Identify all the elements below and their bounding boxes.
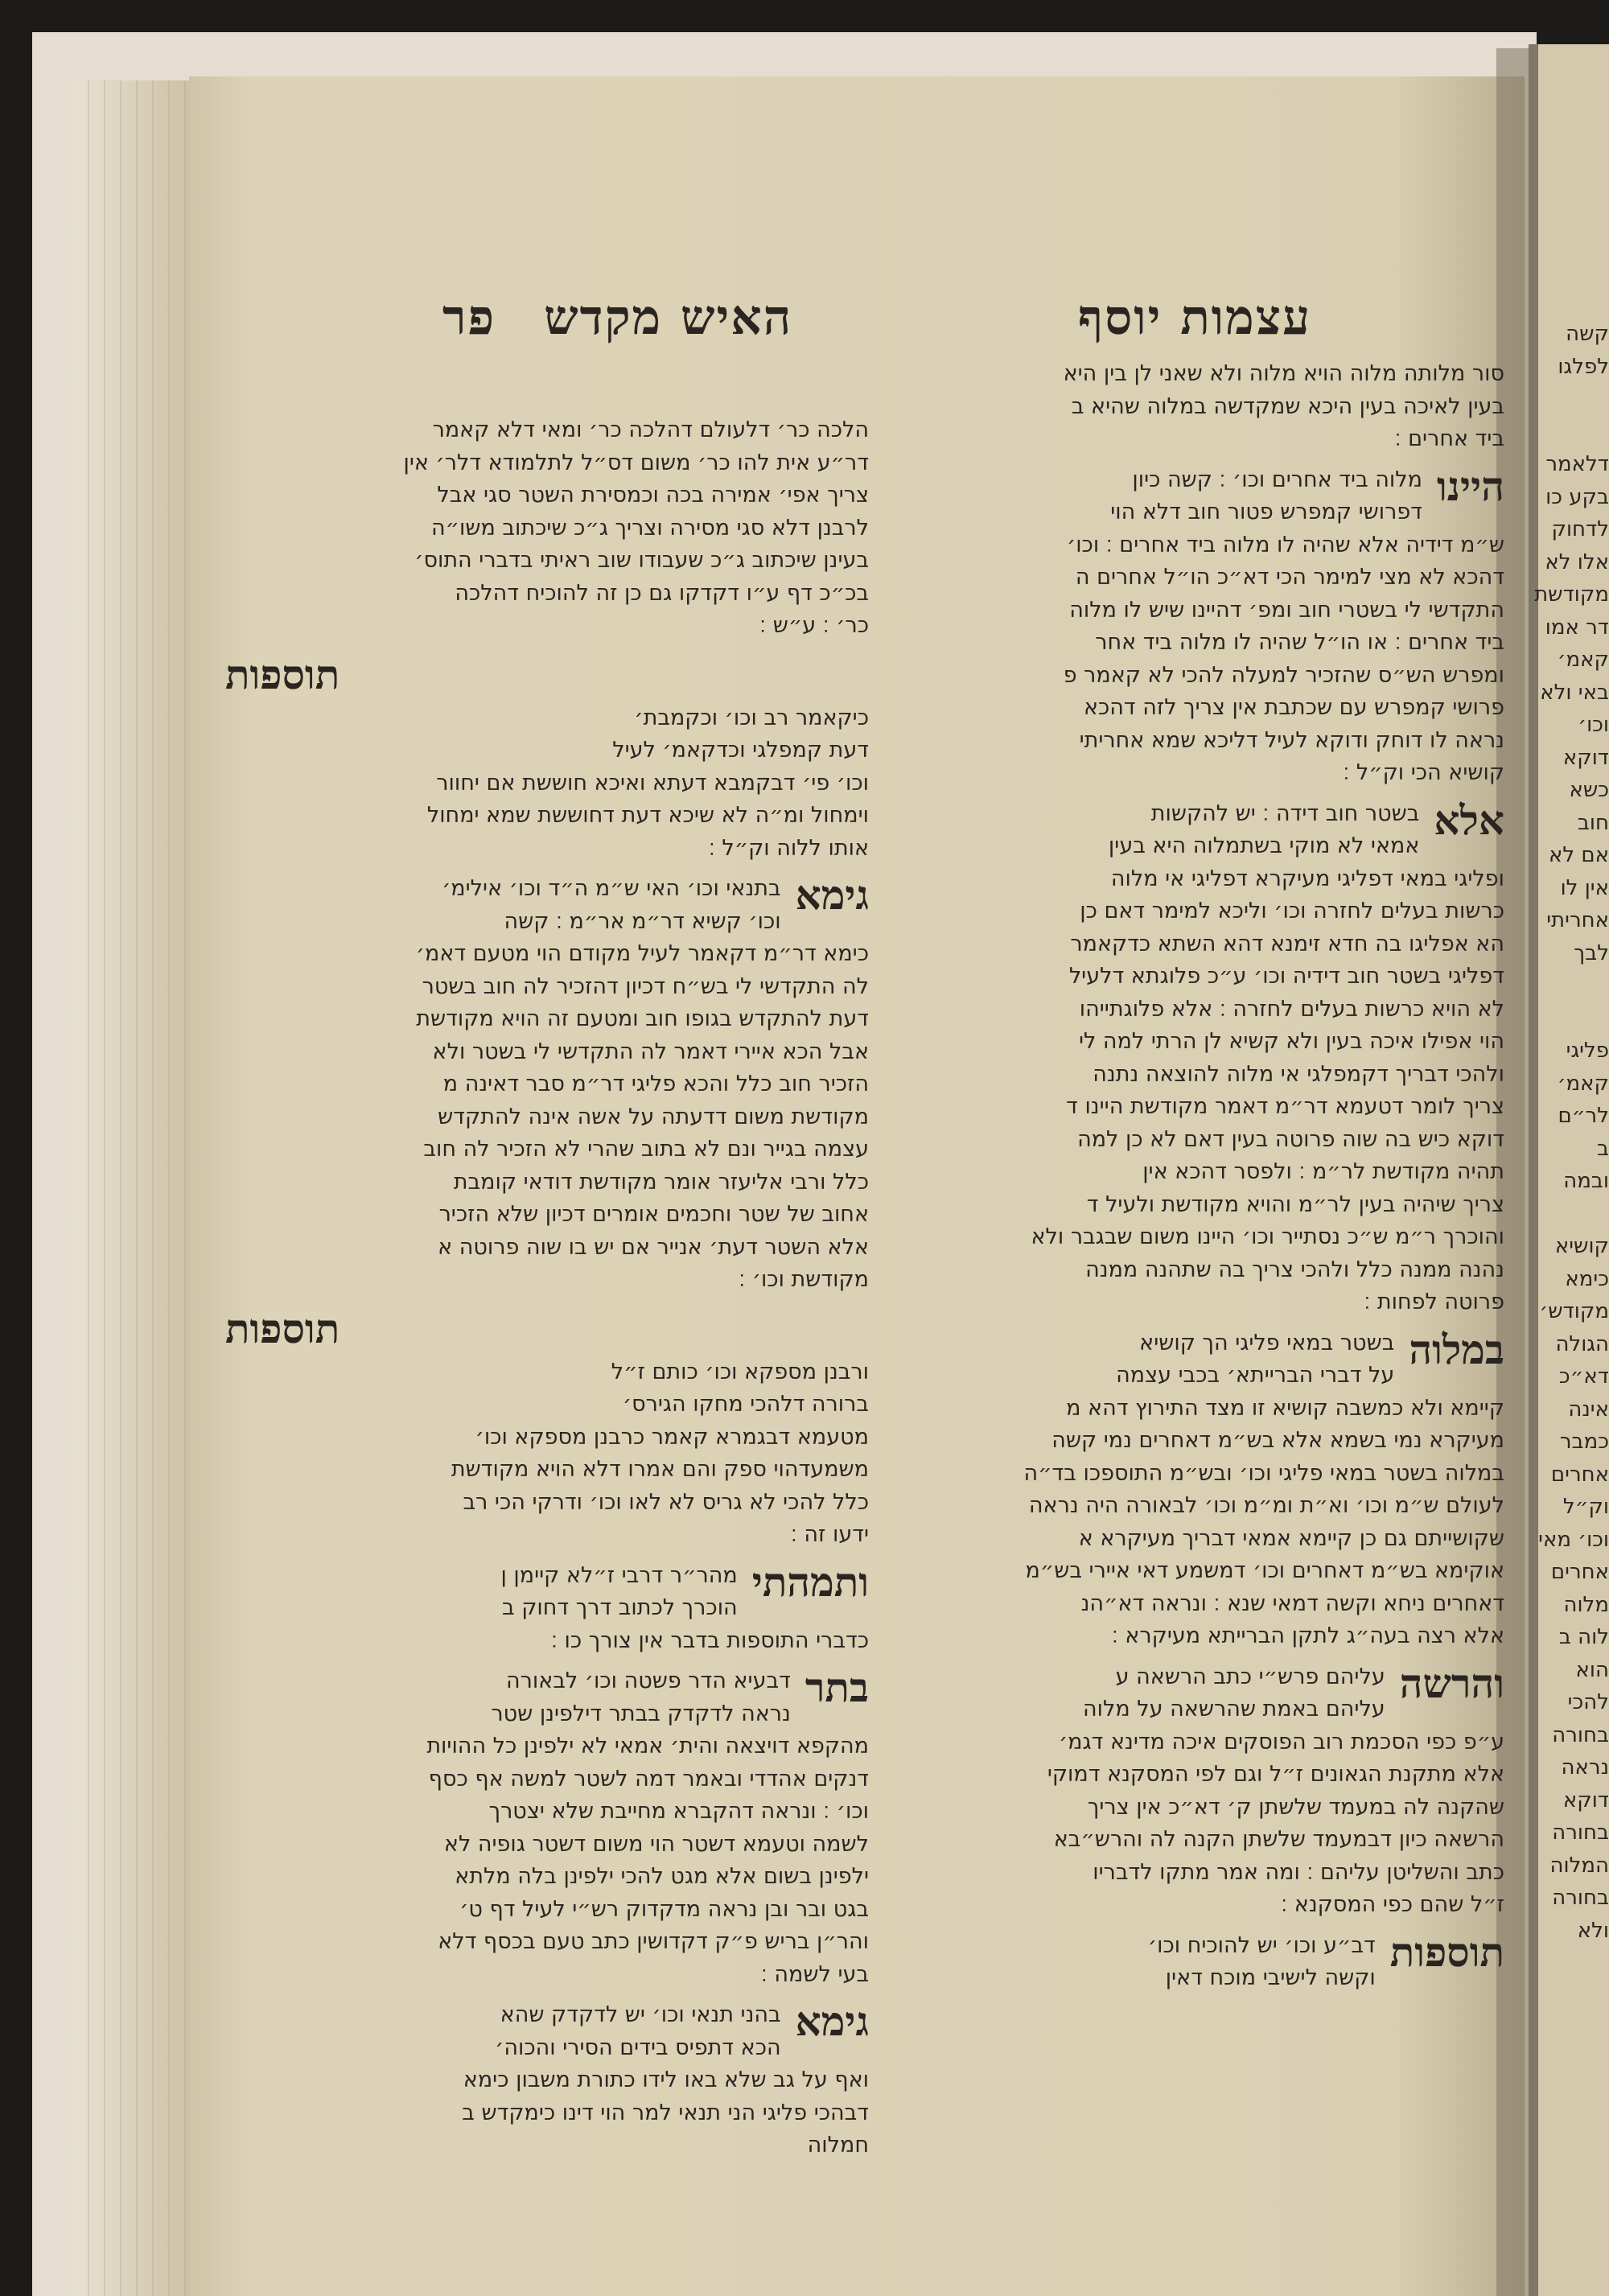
next-page-text-fragment: אחרים: [1550, 1462, 1609, 1487]
text-line: לרבנן דלא סגי מסירה וצריך ג״כ שיכתוב משו״ה: [430, 515, 869, 541]
text-line: מעיקרא נמי בשמא אלא בש״מ דאחרים נמי קשה: [1051, 1428, 1504, 1453]
text-line: לא הויא כרשות בעלים לחזרה ׃ אלא פלוגתייהו: [1079, 996, 1504, 1022]
text-line: בכ״כ דף ע״ו דקדקו גם כן זה להוכיח דהלכה: [455, 580, 869, 606]
next-page-text-fragment: פליגי: [1566, 1039, 1609, 1063]
text-line: דוקא כיש בה שוה פרוטה בעין דאם לא כן למה: [1077, 1126, 1504, 1152]
next-page-text-fragment: בקע כו: [1545, 484, 1609, 509]
folio-number: פר: [442, 290, 496, 346]
commentary-section: [225, 873, 869, 1297]
text-line: אותו ללוה וק״ל ׃: [708, 835, 869, 861]
text-line: נראה לדקדק בבתר דילפינן שטר: [491, 1701, 791, 1726]
lemma-word: גימא: [795, 1998, 869, 2045]
next-page-text-fragment: אחרים: [1550, 1560, 1609, 1584]
text-line: כר׳ ׃ ע״ש ׃: [759, 613, 869, 638]
text-line: צריך אפי׳ אמירה בכה וכמסירת השטר סגי אבל: [437, 483, 869, 508]
next-page-text-fragment: נראה: [1561, 1755, 1609, 1780]
next-page-text-fragment: קושיא: [1554, 1234, 1609, 1258]
next-page-text-fragment: דלאמר: [1545, 452, 1609, 476]
column-left: [225, 414, 869, 2171]
text-line: דב״ע וכו׳ יש להוכיח וכו׳: [1147, 1932, 1376, 1958]
text-line: דר״ע אית להו כר׳ משום דס״ל לתלמודא דלר׳ אין: [403, 450, 869, 475]
next-page-text-fragment: [1529, 1002, 1609, 1035]
next-page-text-fragment: לפלגו: [1558, 354, 1609, 379]
text-line: הרשאה כיון דבמעמד שלשתן הקנה לה והרש״בא: [1053, 1827, 1504, 1852]
text-line: במלוה בשטר במאי פליגי וכו׳ ובש״מ התוספכו בד״ה: [1023, 1460, 1504, 1486]
text-line: אחוב של שטר וחכמים אומרים דכיון שלא הזכיר: [438, 1202, 869, 1227]
text-line: נהנה ממנה כלל ולהכי צריך בה שתהנה ממנה: [1085, 1257, 1504, 1282]
next-page-text-fragment: חוב: [1577, 810, 1609, 835]
next-page-text-fragment: וכו׳ מאי: [1538, 1527, 1609, 1552]
text-line: כלל להכי לא גריס לא לאו וכו׳ ודרקי הכי רב: [463, 1489, 869, 1515]
next-page-text-fragment: לוה ב: [1558, 1625, 1609, 1649]
text-line: מטעמא דבגמרא קאמר כרבנן מספקא וכו׳: [475, 1424, 869, 1450]
lemma-word: והרשה: [1399, 1659, 1504, 1707]
text-line: אמאי לא מוקי בשתמלוה היא בעין: [1108, 833, 1420, 858]
text-line: הזכיר חוב כלל והכא פליגי דר״מ סבר דאינה מ: [442, 1072, 869, 1097]
text-line: וכו׳ ׃ ונראה דהקברא מחייבת שלא יצטרך: [488, 1799, 869, 1824]
text-line: ומפרש הש״ס שהזכיר למעלה להכי לא קאמר פ: [1063, 662, 1504, 688]
text-line: הכא דתפיס בידים הסירי והכוה׳: [495, 2035, 781, 2060]
next-page-text-fragment: וק״ל: [1562, 1495, 1609, 1519]
text-line: שהקנה לה במעמד שלשתן ק׳ דא״כ אין צריך: [1087, 1794, 1504, 1820]
text-line: קושיא הכי וק״ל ׃: [1343, 760, 1504, 785]
next-page-text-fragment: [1529, 969, 1609, 1002]
lemma-word: בתר: [804, 1664, 869, 1711]
commentary-section: [921, 1661, 1504, 1922]
next-page-text-fragment: דוקא: [1562, 1788, 1609, 1813]
commentary-section: [921, 464, 1504, 790]
commentary-section: [225, 1999, 869, 2162]
text-line: פרוטה לפחות ׃: [1364, 1290, 1504, 1315]
text-line: דפליגי בשטר חוב דידיה וכו׳ ע״כ פלוגתא דלעיל: [1068, 964, 1504, 989]
text-line: דעת קמפלגי וכדקאמ׳ לעיל: [612, 738, 869, 763]
text-line: והוכרך ר״מ ש״כ נסתייר וכו׳ היינו משום שבגבר ולא: [1031, 1224, 1504, 1249]
text-line: מהר״ר דרבי ז״לא קיימן ן: [500, 1562, 738, 1588]
text-line: פרושי קמפרש עם שכתבת אין צריך לזה דהכא: [1083, 695, 1504, 720]
lemma-word: גימא: [795, 871, 869, 919]
next-page-text-fragment: [1529, 1198, 1609, 1231]
text-line: כלל ורבי אליעזר אומר מקודשת דודאי קומבת: [453, 1169, 869, 1195]
text-line: על דברי הברייתא׳ בכבי עצמה: [1116, 1363, 1395, 1388]
text-line: ופליגי במאי דפליגי מעיקרא דפליגי אי מלוה: [1110, 866, 1504, 891]
text-line: דבהכי פליגי הני תנאי למר הוי דינו כימקדש ב: [462, 2100, 869, 2125]
running-head-right: עצמות יוסף: [1078, 290, 1312, 346]
text-line: מקודשת וכו׳ ׃: [739, 1267, 869, 1292]
commentary-section: [921, 798, 1504, 1319]
lemma-word: אלא: [1434, 796, 1504, 844]
commentary-section: [225, 1665, 869, 1991]
text-line: הא אפליגו בה חדא זימנא דהא השתא כדקאמר: [1070, 931, 1504, 957]
text-line: עליהם פרש״י כתב הרשאה ע: [1115, 1664, 1385, 1689]
next-page-text-fragment: אלו לא: [1545, 549, 1609, 574]
next-page-text-fragment: אחריתי: [1546, 908, 1609, 932]
text-line: תהיה מקודשת לר״מ ׃ ולפסר דהכא אין: [1142, 1159, 1504, 1184]
next-page-text-fragment: אם לא: [1548, 843, 1609, 867]
next-page-text-fragment: דוקא: [1562, 745, 1609, 770]
next-page-text-fragment: לבך: [1574, 940, 1609, 965]
text-line: אבל הכא איירי דאמר לה התקדשי לי בשטר ולא: [432, 1039, 869, 1064]
text-line: אלא רצה בעה״ג לתקן הברייתא מעיקרא ׃: [1111, 1623, 1504, 1648]
next-page-fragment: [1529, 318, 1609, 2249]
text-line: בעין לאיכה בעין היכא שמקדשה במלוה שהיא ב: [1071, 393, 1504, 419]
section-heading: תוספות: [225, 1304, 340, 1352]
next-page-text-fragment: ב: [1596, 1136, 1609, 1161]
text-line: וכו׳ פי׳ דבקמבא דעתא ואיכא חוששת אם יחוור: [436, 770, 869, 796]
text-line: ילפינן בשום אלא מגט להכי ילפינן בלה מלתא: [455, 1864, 869, 1889]
text-line: כיקאמר רב וכו׳ וכקמבת׳: [634, 705, 869, 730]
next-page-text-fragment: [1529, 383, 1609, 416]
next-page-text-fragment: [1529, 416, 1609, 449]
text-line: ואף על גב שלא באו לידו כתורת משבון כימא: [463, 2068, 869, 2092]
text-line: חמלוה: [807, 2133, 869, 2158]
text-line: סור מלותה מלוה הויא מלוה ולא שאני לן בין היא: [1063, 361, 1504, 386]
next-page-text-fragment: כמבר: [1559, 1430, 1609, 1454]
text-line: ברורה דלהכי מחקו הגירס׳: [622, 1392, 869, 1417]
text-line: בשטר חוב דידה ׃ יש להקשות: [1150, 800, 1420, 826]
text-line: וכו׳ קשיא דר״מ אר״מ ׃ קשה: [504, 908, 781, 934]
next-page-text-fragment: דא״כ: [1558, 1364, 1609, 1389]
text-line: בתנאי וכו׳ האי ש״מ ה״ד וכו׳ אילימ׳: [442, 876, 781, 901]
text-line: ביד אחרים ׃: [1394, 426, 1504, 451]
text-line: מקודשת משום דדעתה על אשה אינה להתקדש: [438, 1104, 869, 1129]
text-line: דנקים אהדדי ובאמר דמה לשטר למשה אף כסף: [428, 1766, 869, 1792]
text-line: הלכה כר׳ דלעולם דהלכה כר׳ ומאי דלא קאמר: [432, 418, 869, 442]
text-line: כדברי התוספות בדבר אין צורך כו ׃: [551, 1627, 869, 1653]
commentary-section: [921, 1930, 1504, 1995]
running-head-left-title: האיש מקדש: [544, 290, 793, 346]
text-line: בעי לשמה ׃: [760, 1961, 869, 1987]
text-line: דעת להתקדש בגופו חוב ומטעם זה הויא מקודשת: [416, 1006, 869, 1031]
running-head-left: [442, 290, 792, 346]
lemma-word: היינו: [1436, 462, 1504, 510]
text-line: והר״ן בריש פ״ק דקדושין כתב טעם בכסף דלא: [438, 1929, 869, 1954]
text-line: מהקפא דויצאה והית׳ אמאי לא ילפינן כל ההויות: [426, 1734, 869, 1759]
text-line: שקושייתם גם כן קיימא אמאי דבריך מעיקרא א: [1078, 1525, 1504, 1551]
next-page-text-fragment: הוא: [1575, 1657, 1609, 1682]
next-page-text-fragment: ובמה: [1563, 1169, 1609, 1193]
next-page-text-fragment: קשה: [1566, 322, 1609, 346]
text-line: כתב והשליטן עליהם ׃ ומה אמר מתקו לדבריו: [1093, 1859, 1504, 1885]
text-line: לה התקדשי לי בש״ח דכיון דהזכיר לה חוב בשטר: [422, 973, 869, 999]
text-line: כרשות בעלים לחזרה וכו׳ וליכא למימר דאם כן: [1080, 899, 1504, 924]
text-line: נראה לו דוחק ודוקא לעיל דליכא שמא אחריתי: [1079, 727, 1504, 753]
next-page-text-fragment: לר״ם: [1558, 1104, 1609, 1128]
text-line: הוי אפילו איכה בעין ולא קשיא לן הרתי למה לי: [1078, 1029, 1504, 1054]
commentary-section: [225, 1557, 869, 1658]
next-page-text-fragment: כימא: [1565, 1266, 1609, 1291]
lemma-word: במלוה: [1409, 1325, 1504, 1373]
text-line: דהכא לא מצי למימר הכי דא״כ הו״ל אחרים ה: [1075, 565, 1504, 590]
next-page-text-fragment: לדחוק: [1551, 517, 1609, 541]
text-line: צריך לומר דטעמא דר״מ דאמר מקודשת היינו ד: [1066, 1094, 1504, 1119]
next-page-text-fragment: כשא: [1569, 778, 1609, 802]
next-page-text-fragment: המלוה: [1549, 1853, 1609, 1878]
text-line: לעולם ש״מ וכו׳ וא״ת ומ״מ וכו׳ לבאורה היה נראה: [1028, 1493, 1504, 1518]
next-page-text-fragment: בחורה: [1552, 1821, 1609, 1845]
text-line: ע״פ כפי הסכמת רוב הפוסקים איכה מדינא דגמ׳: [1058, 1729, 1504, 1755]
next-page-text-fragment: בחורה: [1552, 1886, 1609, 1910]
column-right: [921, 358, 1504, 2003]
text-line: לשמה וטעמא דשטר הוי משום דשטר גופיה לא: [443, 1831, 869, 1857]
commentary-section: [225, 651, 869, 866]
next-page-text-fragment: קאמ׳: [1557, 1071, 1609, 1096]
lemma-word: תוספות: [1389, 1928, 1504, 1976]
text-line: עליהם באמת שהרשאה על מלוה: [1083, 1697, 1385, 1722]
text-line: בהני תנאי וכו׳ יש לדקדק שהא: [500, 2002, 781, 2027]
text-line: קיימא ולא כמשבה קושיא זו מצד התירוץ דהא מ: [1066, 1395, 1504, 1421]
text-line: משמעדהוי ספק והם אמרו דלא הויא מקודשת: [451, 1457, 869, 1482]
next-page-text-fragment: הגולה: [1555, 1331, 1609, 1356]
text-line: בשטר במאי פליגי הך קושיא: [1139, 1330, 1395, 1356]
text-line: צריך שיהיה בעין לר״מ והויא מקודשת ולעיל ד: [1086, 1191, 1504, 1217]
next-page-text-fragment: מקודש׳: [1539, 1299, 1609, 1323]
text-line: בגט ובר ובן נראה מדקדוק רש״י לעיל דף ט׳: [459, 1896, 869, 1922]
text-line: עצמה בגייר ונם לא בתוב שהרי לא הזכיר לה חוב: [423, 1137, 869, 1162]
text-line: מלוה ביד אחרים וכו׳ ׃ קשה כיון: [1132, 467, 1422, 492]
text-line: אלא השטר דעת׳ אנייר אם יש בו שוה פרוטה א: [438, 1234, 869, 1260]
text-line: דבעיא הדר פשטה וכו׳ לבאורה: [505, 1669, 791, 1693]
text-line: אוקימא בש״מ דאחרים וכו׳ דמשמע דאי איירי בש״מ: [1025, 1558, 1504, 1583]
section-heading: תוספות: [225, 650, 340, 698]
text-line: דפרושי קמפרש פטור חוב דלא הוי: [1110, 500, 1422, 525]
text-line: התקדשי לי בשטרי חוב ומפ׳ דהיינו שיש לו מלוה: [1069, 597, 1504, 623]
next-page-text-fragment: דר אמו: [1545, 615, 1609, 640]
commentary-section: [225, 1305, 869, 1552]
next-page-text-fragment: ולא: [1577, 1918, 1609, 1943]
commentary-section: [921, 1327, 1504, 1653]
commentary-section: [225, 414, 869, 643]
text-line: ידעו זה ׃: [790, 1522, 869, 1547]
text-line: ז״ל שהם כפי המסקנא ׃: [1281, 1892, 1504, 1917]
text-line: בעינן שיכתוב ג״כ שעבודו שוב ראיתי בדברי התוס׳: [414, 548, 869, 573]
next-page-text-fragment: מקודשת: [1534, 582, 1609, 607]
next-page-text-fragment: וכו׳: [1578, 713, 1609, 737]
text-line: ש״מ דידיה אלא שהיה לו מלוה ביד אחרים ׃ וכו׳: [1066, 532, 1504, 558]
text-line: וימחול ומ״ה לא שיכא דעת דחוששת שמא ימחול: [426, 803, 869, 828]
text-line: אלא מתקנת הגאונים ז״ל וגם לפי המסקנא דמוקי: [1047, 1762, 1504, 1787]
text-line: ביד אחרים ׃ או הו״ל שהיה לו מלוה ביד אחר: [1095, 630, 1504, 655]
lemma-word: ותמהתי: [751, 1557, 869, 1606]
text-line: דאחרים ניחא וקשה דמאי שנא ׃ ונראה דא״הנ: [1080, 1590, 1504, 1616]
commentary-section: [921, 358, 1504, 456]
text-line: ורבנן מספקא וכו׳ כותם ז״ל: [611, 1359, 869, 1385]
next-page-text-fragment: בחורה: [1552, 1722, 1609, 1747]
text-line: הוכרך לכתוב דרך דחוק ב: [502, 1595, 738, 1620]
next-page-text-fragment: באי ולא: [1540, 680, 1609, 705]
text-line: ולהכי דבריך דקמפלגי אי מלוה להוצאה נתנה: [1093, 1061, 1504, 1087]
text-line: וקשה לישיבי מוכח דאין: [1165, 1965, 1376, 1990]
next-page-text-fragment: אינה: [1568, 1397, 1609, 1422]
next-page-text-fragment: אין לו: [1560, 875, 1609, 900]
text-line: כימא דר״מ דקאמר לעיל מקודם הוי מטעם דאמ׳: [415, 941, 869, 966]
next-page-text-fragment: מלוה: [1563, 1592, 1609, 1617]
next-page-text-fragment: להכי: [1567, 1690, 1609, 1714]
next-page-text-fragment: קאמ׳: [1557, 648, 1609, 672]
page-spread: [193, 76, 1525, 2281]
